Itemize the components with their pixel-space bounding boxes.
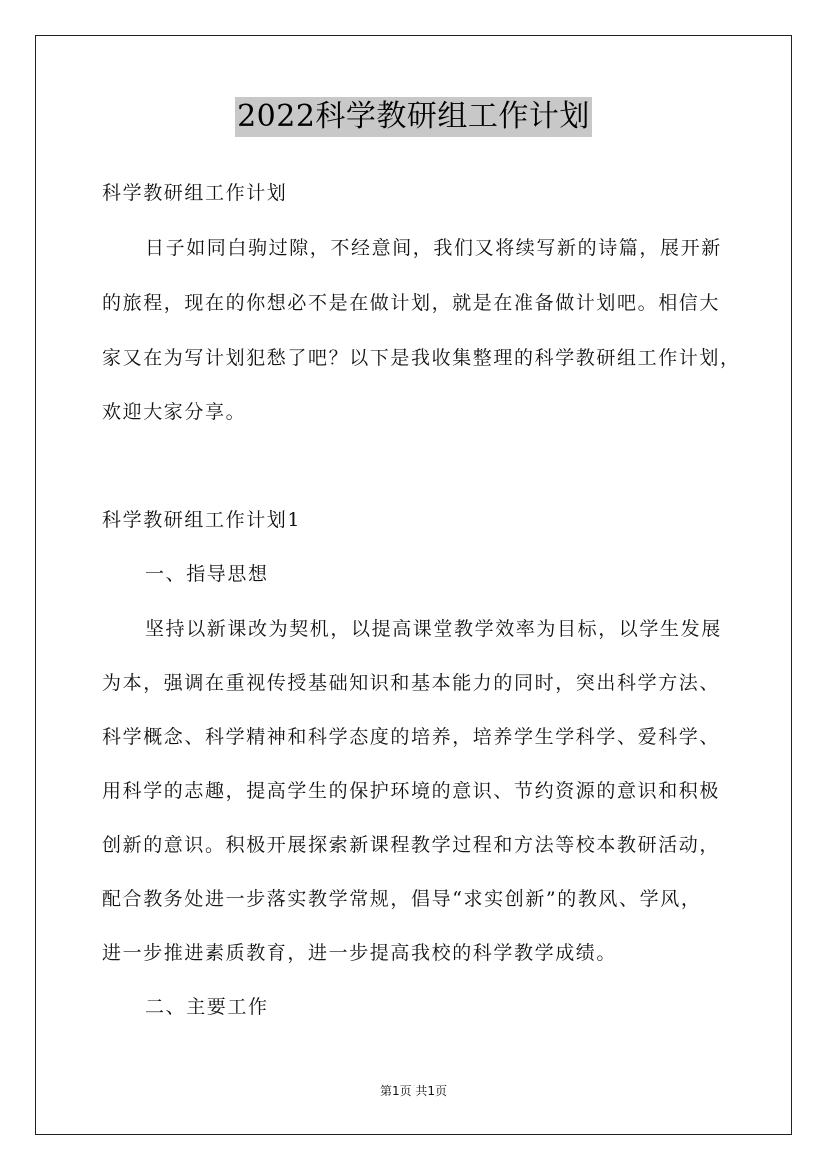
- body-line: 用科学的志趣，提高学生的保护环境的意识、节约资源的意识和积极: [102, 780, 721, 802]
- body-line: 创新的意识。积极开展探索新课程教学过程和方法等校本教研活动，: [102, 834, 721, 856]
- section-title: 科学教研组工作计划1: [102, 509, 302, 531]
- intro-line: 日子如同白驹过隙，不经意间，我们又将续写新的诗篇，展开新: [145, 237, 722, 259]
- body-line: 为本，强调在重视传授基础知识和基本能力的同时，突出科学方法、: [102, 672, 721, 694]
- title-container: [0, 97, 827, 137]
- body-line: 进一步推进素质教育，进一步提高我校的科学教学成绩。: [102, 942, 618, 964]
- body-line: 配合教务处进一步落实教学常规，倡导“求实创新”的教风、学风，: [102, 888, 702, 910]
- page-number-footer: 第1页 共1页: [379, 1084, 448, 1098]
- document-subtitle: 科学教研组工作计划: [102, 182, 288, 204]
- document-title: 2022科学教研组工作计划: [235, 97, 592, 137]
- intro-line: 的旅程，现在的你想必不是在做计划，就是在准备做计划吧。相信大: [102, 292, 721, 314]
- body-line: 科学概念、科学精神和科学态度的培养，培养学生学科学、爱科学、: [102, 726, 721, 748]
- heading-main-work: 二、主要工作: [145, 996, 269, 1018]
- intro-line: 家又在为写计划犯愁了吧？以下是我收集整理的科学教研组工作计划，: [102, 347, 741, 369]
- intro-line: 欢迎大家分享。: [102, 401, 247, 423]
- body-line: 坚持以新课改为契机，以提高课堂教学效率为目标，以学生发展: [145, 618, 722, 640]
- heading-guiding-ideology: 一、指导思想: [145, 563, 269, 585]
